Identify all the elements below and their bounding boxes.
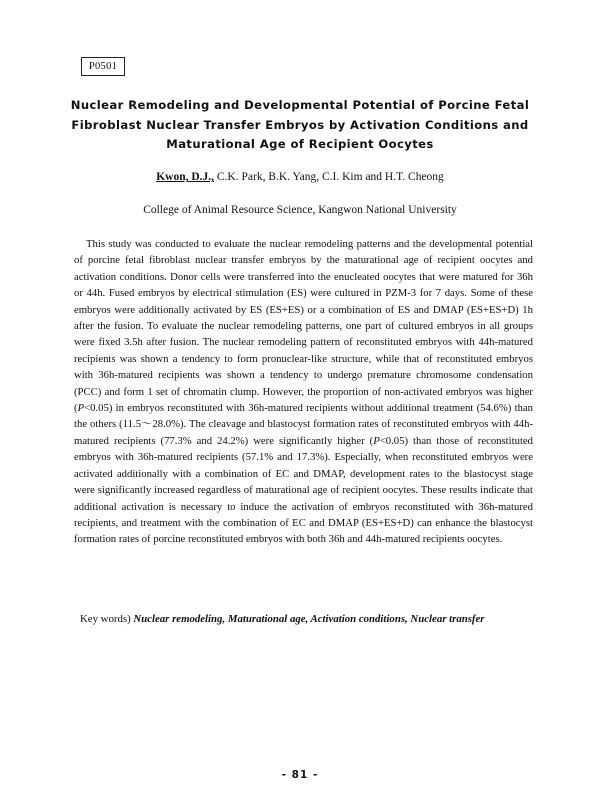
abstract-text-part-1: This study was conducted to evaluate the nuclear remodeling patterns and the developmental potential of porcine fetal fibroblast nuclear transfer embryos by the maturational age of recipient oocytes and activation conditions. Donor cells were transferred into the enucleated oocytes that were matured for 36h or 44h. Fused embryos by electrical stimulation (ES) were cultured in PZM-3 for 7 days. Some of these embryos were additionally activated by ES (ES+ES) or a combination of ES and DMAP (ES+ES+D) 1h after the fusion. To evaluate the nuclear remodeling patterns, one part of cultured embryos in all groups were fixed 3.5h after fusion. The nuclear remodeling pattern of reconstituted embryos with 44h-matured recipients was shown a tendency to form pronuclear-like structure, while that of reconstituted embryos with 36h-matured recipients was shown a tendency to undergo premature chromosome condensation (PCC) and form 1 set of chromatin clump. However, the proportion of non-activated embryos was higher ( — [74, 238, 533, 415]
paper-title — [70, 96, 530, 155]
affiliation: College of Animal Resource Science, Kangwon National University — [143, 204, 457, 216]
abstract-text-part-2: <0.05) in embryos reconstituted with 36h-matured recipients without additional treatment (54.6%) than the others (11.5～28.0%). The cleavage and blastocyst formation rates of reconstituted embryos with 44h-matured recipients (77.3% and 24.2%) were significantly higher ( — [74, 402, 533, 447]
abstract-code-box: P0501 — [81, 57, 125, 76]
keywords-label: Key words) — [80, 613, 131, 625]
author-list — [60, 171, 540, 183]
title-line: Fibroblast Nuclear Transfer Embryos by Activation Conditions and — [71, 117, 529, 132]
lead-author: Kwon, D.J., — [156, 171, 215, 183]
p-value-symbol: P — [373, 434, 380, 447]
title-line: Maturational Age of Recipient Oocytes — [166, 137, 434, 151]
abstract-text-part-3: <0.05) than those of reconstituted embryos with 36h-matured recipients (57.1% and 17.3%). Especially, when reconstituted embryos were activated additionally with a combination of EC and DMAP, development rates to the blastocyst stage were significantly increased regardless of maturational age of recipient oocytes. These results indicate that additional activation is necessary to induce the activation of embryos reconstituted with 36h-matured recipients, and treatment with the combination of EC and DMAP (ES+ES+D) can enhance the blastocyst formation rates of porcine reconstituted embryos with both 36h and 44h-matured recipients oocytes. — [74, 434, 533, 546]
coauthors: C.K. Park, B.K. Yang, C.I. Kim and H.T. Cheong — [216, 171, 444, 183]
p-value-symbol: P — [77, 402, 85, 415]
abstract-body — [74, 236, 533, 548]
keywords-list: Nuclear remodeling, Maturational age, Activation conditions, Nuclear transfer — [133, 613, 485, 625]
page-number: - 81 - — [281, 769, 319, 781]
title-line: Nuclear Remodeling and Developmental Potential of Porcine Fetal — [70, 98, 530, 112]
keywords-line — [80, 613, 550, 625]
